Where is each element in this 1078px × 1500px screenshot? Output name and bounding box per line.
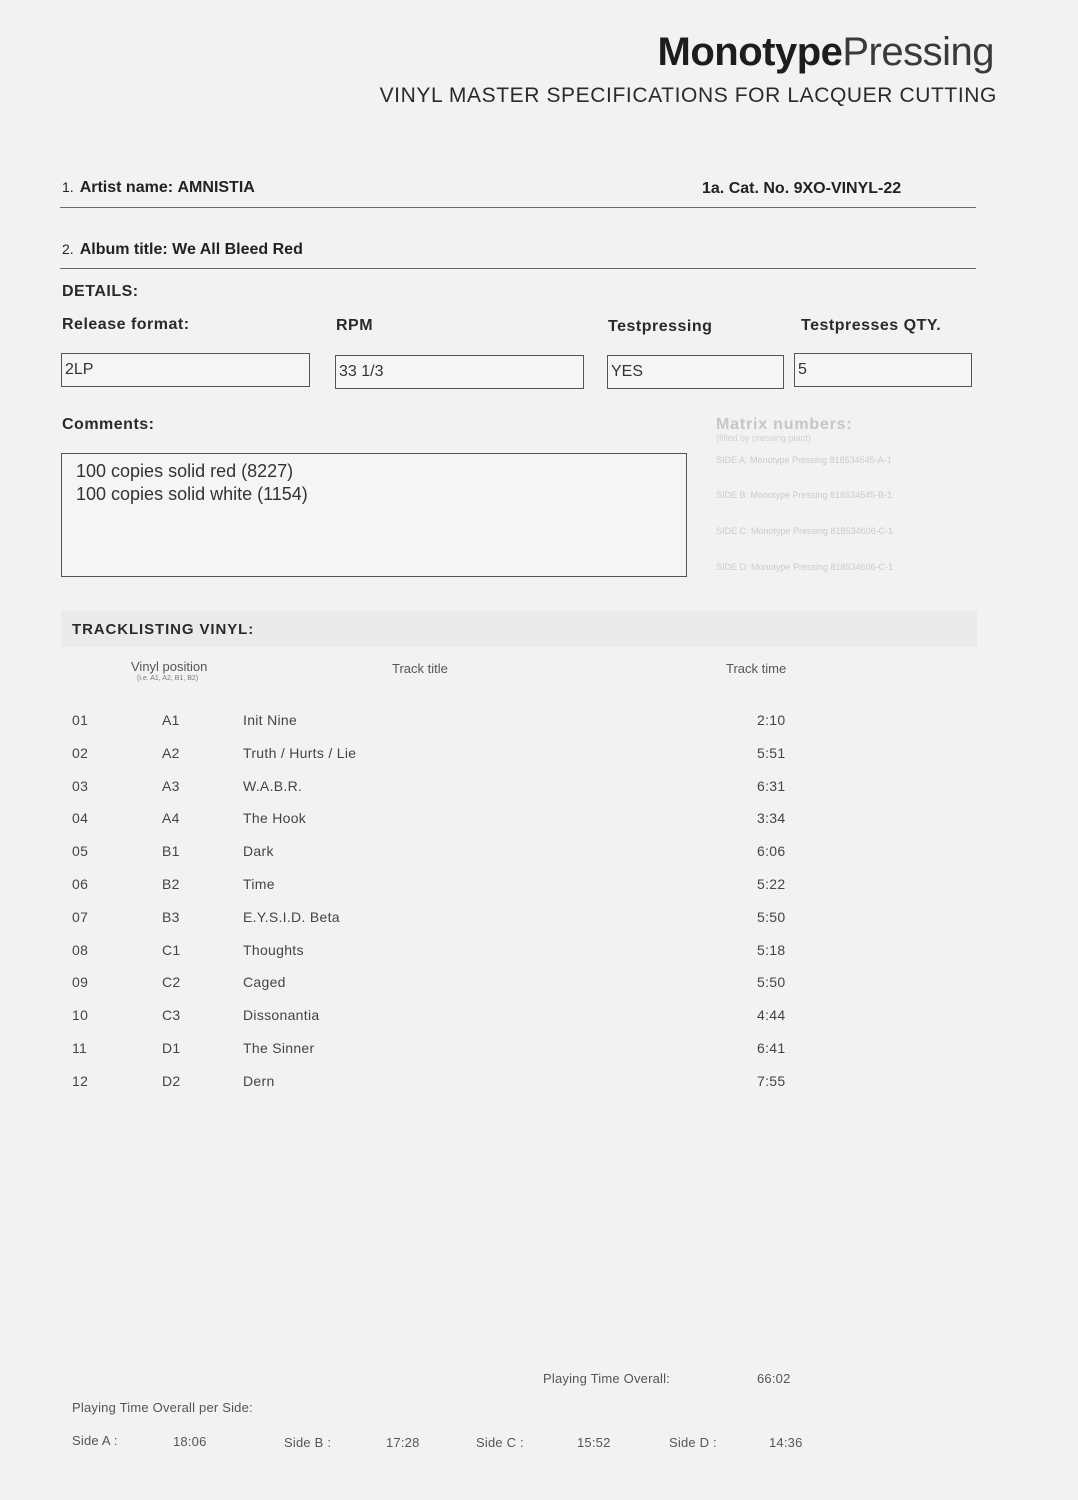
brand-logo bbox=[658, 30, 995, 75]
column-header-position: Vinyl position bbox=[131, 659, 208, 674]
track-number: 09 bbox=[72, 974, 89, 991]
track-time: 2:10 bbox=[757, 712, 786, 728]
track-position: D2 bbox=[162, 1072, 181, 1089]
artist-field bbox=[62, 179, 255, 197]
track-position: A1 bbox=[162, 712, 180, 728]
track-position: C2 bbox=[162, 974, 181, 991]
track-row bbox=[0, 810, 1078, 830]
track-position: C1 bbox=[162, 941, 181, 958]
track-number: 03 bbox=[72, 777, 89, 794]
brand-name-bold: Monotype bbox=[657, 30, 843, 74]
track-time: 5:50 bbox=[757, 908, 786, 925]
track-number: 06 bbox=[72, 876, 89, 892]
track-title: Time bbox=[243, 876, 275, 892]
track-position: A3 bbox=[162, 777, 180, 794]
document-subtitle: VINYL MASTER SPECIFICATIONS FOR LACQUER CUTTING bbox=[379, 84, 997, 107]
track-position: A2 bbox=[162, 744, 180, 761]
track-number: 10 bbox=[72, 1007, 89, 1024]
playing-time-overall-value: 66:02 bbox=[757, 1371, 791, 1386]
rpm-label: RPM bbox=[336, 317, 374, 334]
playing-time-overall-label: Playing Time Overall: bbox=[543, 1371, 671, 1386]
side-d-time: 14:36 bbox=[769, 1435, 803, 1450]
track-title: E.Y.S.I.D. Beta bbox=[243, 908, 340, 925]
cat-no-value: 9XO-VINYL-22 bbox=[793, 180, 902, 197]
track-row bbox=[0, 942, 1078, 962]
details-heading: DETAILS: bbox=[62, 283, 139, 300]
side-a-time: 18:06 bbox=[173, 1434, 207, 1449]
track-row bbox=[0, 1073, 1078, 1093]
comments-field[interactable] bbox=[61, 453, 687, 577]
column-header-position-hint: (i.e. A1, A2, B1, B2) bbox=[137, 675, 199, 682]
track-title: W.A.B.R. bbox=[243, 777, 303, 794]
matrix-side-b: SIDE B: Monotype Pressing 818534545-B-1 bbox=[716, 490, 893, 500]
track-time: 5:50 bbox=[757, 974, 786, 991]
matrix-numbers-subtitle: (filled by pressing plant) bbox=[716, 433, 812, 443]
track-time: 3:34 bbox=[757, 810, 786, 827]
album-field bbox=[62, 241, 303, 259]
track-row bbox=[0, 876, 1078, 896]
track-position: B2 bbox=[162, 876, 180, 892]
matrix-side-c: SIDE C: Monotype Pressing 818534606-C-1 bbox=[716, 526, 894, 536]
cat-no-field bbox=[702, 180, 901, 198]
album-value: We All Bleed Red bbox=[172, 241, 303, 258]
track-time: 4:44 bbox=[757, 1007, 786, 1024]
track-title: Caged bbox=[243, 974, 286, 991]
matrix-side-a: SIDE A: Monotype Pressing 818534545-A-1 bbox=[716, 455, 892, 465]
track-row bbox=[0, 1007, 1078, 1027]
matrix-side-d: SIDE D: Monotype Pressing 818534606-C-1 bbox=[716, 562, 894, 572]
artist-field-number: 1. bbox=[62, 179, 74, 195]
track-title: Dern bbox=[243, 1072, 275, 1089]
album-field-number: 2. bbox=[62, 241, 74, 257]
track-title: Init Nine bbox=[243, 712, 298, 728]
comment-line: 100 copies solid white (1154) bbox=[76, 484, 308, 504]
track-number: 01 bbox=[72, 712, 89, 728]
track-time: 5:22 bbox=[757, 876, 786, 892]
track-position: A4 bbox=[162, 810, 180, 827]
side-b-time: 17:28 bbox=[386, 1435, 420, 1450]
track-title: Truth / Hurts / Lie bbox=[243, 744, 357, 761]
side-c-label: Side C : bbox=[476, 1435, 524, 1450]
track-number: 07 bbox=[72, 908, 89, 925]
release-format-field[interactable]: 2LP bbox=[61, 353, 310, 387]
divider bbox=[60, 268, 976, 269]
column-header-time: Track time bbox=[726, 661, 787, 676]
playing-time-per-side-label: Playing Time Overall per Side: bbox=[72, 1400, 253, 1415]
track-title: Dark bbox=[243, 843, 274, 860]
track-row bbox=[0, 843, 1078, 863]
track-position: D1 bbox=[162, 1040, 181, 1056]
tracklisting-heading: TRACKLISTING VINYL: bbox=[72, 621, 255, 638]
side-d-label: Side D : bbox=[669, 1435, 717, 1450]
cat-no-label: 1a. Cat. No. bbox=[702, 180, 790, 197]
track-time: 5:18 bbox=[757, 941, 786, 958]
track-position: B3 bbox=[162, 908, 180, 925]
artist-value: AMNISTIA bbox=[177, 179, 255, 196]
track-number: 04 bbox=[72, 810, 89, 827]
testpresses-qty-label: Testpresses QTY. bbox=[801, 317, 942, 334]
track-number: 12 bbox=[72, 1072, 89, 1089]
matrix-numbers-title: Matrix numbers: bbox=[716, 416, 853, 433]
column-header-title: Track title bbox=[392, 661, 448, 676]
rpm-field[interactable]: 33 1/3 bbox=[335, 355, 584, 389]
track-number: 05 bbox=[72, 843, 89, 860]
comments-label: Comments: bbox=[62, 416, 155, 433]
track-time: 6:41 bbox=[757, 1040, 786, 1056]
track-title: The Hook bbox=[243, 810, 307, 827]
track-row bbox=[0, 778, 1078, 798]
side-a-label: Side A : bbox=[72, 1433, 118, 1448]
comment-line: 100 copies solid red (8227) bbox=[76, 461, 294, 481]
track-title: Dissonantia bbox=[243, 1007, 320, 1024]
track-row bbox=[0, 909, 1078, 929]
track-row bbox=[0, 974, 1078, 994]
track-title: The Sinner bbox=[243, 1040, 315, 1056]
track-row bbox=[0, 712, 1078, 732]
track-time: 5:51 bbox=[757, 744, 786, 761]
album-label: Album title: bbox=[79, 241, 168, 258]
track-position: B1 bbox=[162, 843, 180, 860]
track-number: 02 bbox=[72, 744, 89, 761]
track-number: 11 bbox=[72, 1040, 88, 1056]
track-position: C3 bbox=[162, 1007, 181, 1024]
side-c-time: 15:52 bbox=[577, 1435, 611, 1450]
track-time: 7:55 bbox=[757, 1072, 786, 1089]
testpressing-field[interactable]: YES bbox=[607, 355, 784, 389]
brand-name-light: Pressing bbox=[842, 30, 994, 74]
track-time: 6:06 bbox=[757, 843, 786, 860]
testpresses-qty-field[interactable]: 5 bbox=[794, 353, 972, 387]
track-title: Thoughts bbox=[243, 941, 304, 958]
track-row bbox=[0, 1040, 1078, 1060]
release-format-label: Release format: bbox=[62, 316, 190, 333]
track-time: 6:31 bbox=[757, 777, 786, 794]
divider bbox=[60, 207, 976, 208]
artist-label: Artist name: bbox=[79, 179, 174, 196]
side-b-label: Side B : bbox=[284, 1435, 332, 1450]
track-row bbox=[0, 745, 1078, 765]
track-number: 08 bbox=[72, 941, 89, 958]
testpressing-label: Testpressing bbox=[608, 318, 713, 335]
